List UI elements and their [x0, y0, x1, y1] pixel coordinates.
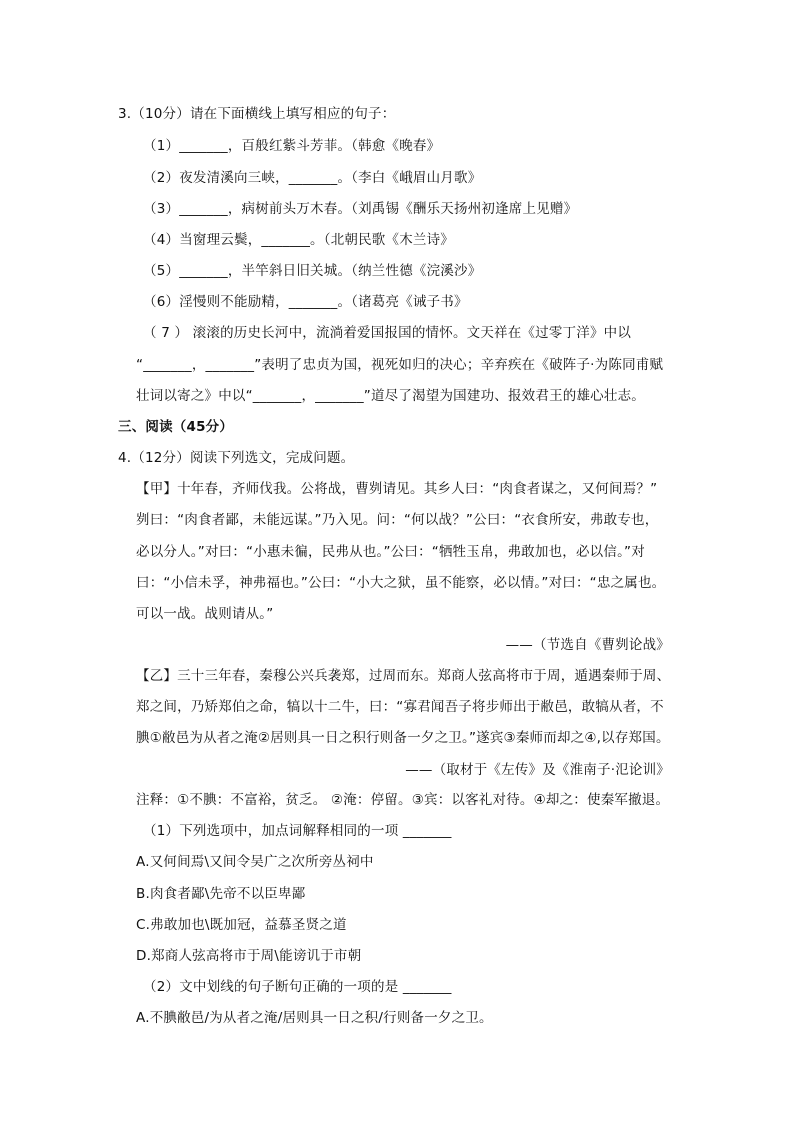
q3-item-3: （3）_______，病树前头万木春。（刘禹锡《酬乐天扬州初逢席上见赠》	[143, 201, 578, 217]
q4-sub1-question: （1）下列选项中，加点词解释相同的一项 _______	[143, 823, 452, 839]
q4-sub1-option-c: C.弗敢加也\既加冠，益慕圣贤之道	[136, 917, 347, 933]
q4-sub2-question: （2）文中划线的句子断句正确的一项的是 _______	[143, 979, 452, 995]
q4-sub2-option-a: A.不腆敝邑/为从者之淹/居则具一日之积/行则备一夕之卫。	[136, 1010, 493, 1026]
passage-jia-line-1: 【甲】十年春，齐师伐我。公将战，曹刿请见。其乡人曰：“肉食者谋之，又何间焉？”	[136, 481, 658, 497]
passage-jia-source: ——（节选自《曹刿论战》	[505, 637, 670, 653]
q4-sub1-option-b: B.肉食者鄙\先帝不以臣卑鄙	[136, 886, 306, 902]
q3-item-7-line-2: “_______，_______”表明了忠贞为国，视死如归的决心；辛弃疾在《破阵子·为陈同甫赋	[136, 357, 664, 373]
q3-item-7-line-1: （ 7 ） 滚滚的历史长河中，流淌着爱国报国的情怀。文天祥在《过零丁洋》中以	[143, 325, 632, 341]
passage-jia-line-2: 刿曰：“肉食者鄙，未能远谋。”乃入见。问：“何以战？”公曰：“衣食所安，弗敢专也，	[136, 512, 659, 528]
q3-item-2: （2）夜发清溪向三峡，_______。（李白《峨眉山月歌》	[143, 170, 482, 186]
q3-item-4: （4）当窗理云鬓，_______。（北朝民歌《木兰诗》	[143, 232, 454, 248]
q3-item-5: （5）_______，半竿斜日旧关城。（纳兰性德《浣溪沙》	[143, 263, 482, 279]
q3-item-7-line-3: 壮词以寄之》中以“_______，_______”道尽了渴望为国建功、报效君王的雄心壮志。	[136, 388, 645, 404]
passage-yi-line-1: 【乙】三十三年春，秦穆公兴兵袭郑，过周而东。郑商人弦高将市于周，遁遇秦师于周、	[136, 668, 671, 684]
q3-header: 3.（10分）请在下面横线上填写相应的句子：	[118, 106, 396, 122]
passage-jia-line-4: 曰：“小信未孚，神弗福也。”公曰：“小大之狱，虽不能察，必以情。”对曰：“忠之属也。	[136, 575, 666, 591]
q3-item-6: （6）淫慢则不能励精，_______。（诸葛亮《诫子书》	[143, 294, 468, 310]
annotations: 注释：①不腆：不富裕，贫乏。 ②淹：停留。③宾：以客礼对待。④却之：使秦军撤退。	[136, 792, 670, 808]
passage-jia-line-5: 可以一战。战则请从。”	[136, 606, 274, 622]
q4-sub1-option-a: A.又何间焉\又间令吴广之次所旁丛祠中	[136, 854, 374, 870]
passage-yi-line-2: 郑之间，乃矫郑伯之命，犒以十二牛，曰：“寡君闻吾子将步师出于敝邑，敢犒从者，不	[136, 699, 664, 715]
q3-item-1: （1）_______，百般红紫斗芳菲。（韩愈《晚春》	[143, 138, 441, 154]
q4-header: 4.（12分）阅读下列选文，完成问题。	[118, 450, 355, 466]
section-title-reading: 三、阅读（45分）	[118, 419, 234, 435]
passage-yi-line-3: 腆①敝邑为从者之淹②居则具一日之积行则备一夕之卫。”遂宾③秦师而却之④,以存郑国。	[136, 730, 670, 746]
q4-sub1-option-d: D.郑商人弦高将市于周\能谤讥于市朝	[136, 948, 362, 964]
passage-jia-line-3: 必以分人。”对曰：“小惠未徧，民弗从也。”公曰：“牺牲玉帛，弗敢加也，必以信。”对	[136, 544, 645, 560]
passage-yi-source: ——（取材于《左传》及《淮南子·氾论训》	[405, 762, 670, 778]
